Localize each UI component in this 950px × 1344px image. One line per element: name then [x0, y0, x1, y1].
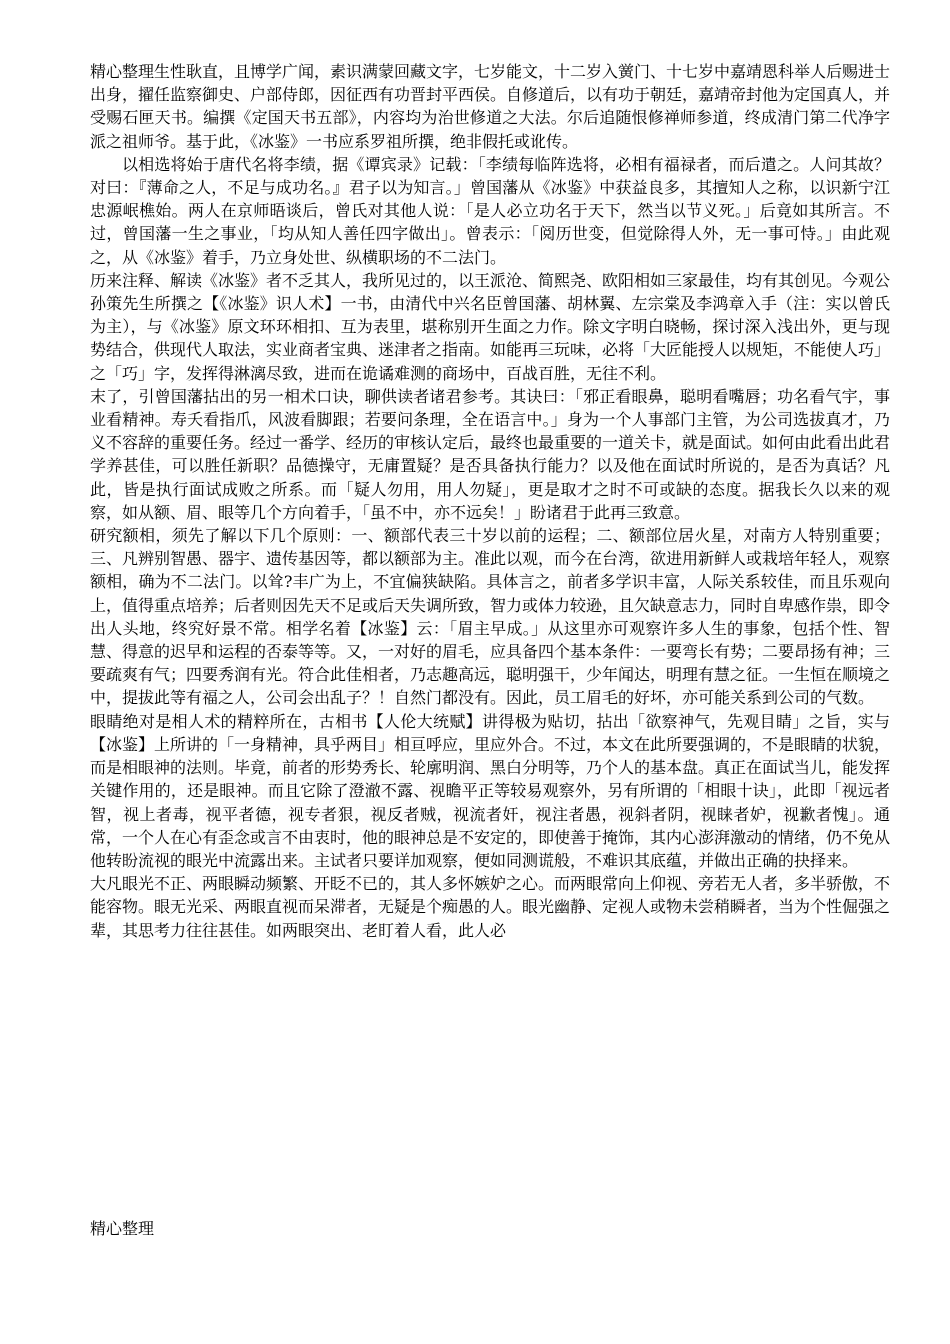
paragraph-3: 历来注释、解读《冰鉴》者不乏其人，我所见过的，以王派沧、简熙尧、欧阳相如三家最佳，均有其创见。今观公孙策先生所撰之【《冰鉴》识人术】一书，由清代中兴名臣曾国藩、胡林翼、左宗棠及李鸿章入手（注：实以曾氏为主），与《冰鉴》原文环环相扣、互为表里，堪称别开生面之力作。除文字明白晓畅，探讨深入浅出外，更与现势结合，供现代人取法，实业商者宝典、迷津者之指南。如能再三玩味，必将「大匠能授人以规矩，不能使人巧」之「巧」字，发挥得淋漓尽致，进而在诡谲难测的商场中，百战百胜，无往不利。	[90, 270, 891, 383]
document-body	[90, 60, 890, 942]
paragraph-2: 以相选将始于唐代名将李绩，据《谭宾录》记载：「李绩每临阵选将，必相有福禄者，而后遣之。人问其故？对曰：『薄命之人，不足与成功名。』君子以为知言。」曾国藩从《冰鉴》中获益良多，其擅知人之称，以识新宁江忠源岷樵始。两人在京师晤谈后，曾氏对其他人说：「是人必立功名于天下，然当以节义死。」后竟如其所言。不过，曾国藩一生之事业，「均从知人善任四字做出」。曾表示：「阅历世变，但觉除得人外，无一事可恃。」由此观之，从《冰鉴》着手，乃立身处世、纵横职场的不二法门。	[90, 154, 890, 267]
paragraph-6: 眼睛绝对是相人术的精粹所在，古相书【人伦大统赋】讲得极为贴切，拈出「欲察神气，先观目睛」之旨，实与【冰鉴】上所讲的「一身精神，具乎两目」相亘呼应，里应外合。不过，本文在此所要强调的，不是眼睛的状貌，而是相眼神的法则。毕竟，前者的形势秀长、轮廓明润、黑白分明等，乃个人的基本盘。真正在面试当儿，能发挥关键作用的，还是眼神。而且它除了澄澈不露、视瞻平正等较易观察外，另有所谓的「相眼十诀」，此即「视远者智，视上者毒，视平者德，视专者狠，视反者贼，视流者奸，视注者愚，视斜者阴，视睐者妒，视歉者愧」。通常，一个人在心有歪念或言不由衷时，他的眼神总是不安定的，即使善于掩饰，其内心澎湃激动的情绪，仍不免从他转盼流视的眼光中流露出来。主试者只要详加观察，便如同测谎般，不难识其底蕴，并做出正确的抉择来。	[90, 711, 891, 870]
paragraph-4: 末了，引曾国藩拈出的另一相术口诀，聊供读者诸君参考。其诀曰：「邪正看眼鼻，聪明看嘴唇；功名看气宇，事业看精神。寿夭看指爪，风波看脚跟；若要问条理，全在语言中。」身为一个人事部门主管，为公司选拔真才，乃义不容辞的重要任务。经过一番学、经历的审核认定后，最终也最重要的一道关卡，就是面试。如何由此看出此君学养甚佳，可以胜任新职？品德操守，无庸置疑？是否具备执行能力？以及他在面试时所说的，是否为真话？凡此，皆是执行面试成败之所系。而「疑人勿用，用人勿疑」，更是取才之时不可或缺的态度。据我长久以来的观察，如从额、眉、眼等几个方向着手，「虽不中，亦不远矣！」盼诸君于此再三致意。	[90, 386, 891, 522]
paragraph-5: 研究额相，须先了解以下几个原则：一、额部代表三十岁以前的运程；二、额部位居火星，对南方人特别重要；三、凡辨别智愚、器宇、遗传基因等，都以额部为主。准此以观，而今在台湾，欲进用新鲜人或栽培年轻人，观察额相，确为不二法门。以耸?丰广为上，不宜偏狭缺陷。具体言之，前者多学识丰富，人际关系较佳，而且乐观向上，值得重点培养；后者则因先天不足或后天失调所致，智力或体力较逊，且欠缺意志力，同时自卑感作祟，即令出人头地，终究好景不常。相学名着【冰鉴】云：「眉主早成。」从这里亦可观察许多人生的事象，包括个性、智慧、得意的迟早和运程的否泰等等。又，一对好的眉毛，应具备四个基本条件：一要弯长有势；二要昂扬有神；三要疏爽有气；四要秀润有光。符合此佳相者，乃志趣高远，聪明强干，少年闻达，明理有慧之征。一生恒在顺境之中，提拔此等有福之人，公司会出乱子？！自然门都没有。因此，员工眉毛的好坏，亦可能关系到公司的气数。	[90, 526, 891, 708]
paragraph-1: 精心整理生性耿直，且博学广闻，素识满蒙回藏文字，七岁能文，十二岁入黉门、十七岁中嘉靖恩科举人后赐进士出身，擢任监察御史、户部侍郎，因征西有功晋封平西侯。自修道后，以有功于朝廷，嘉靖帝封他为定国真人，并受赐石匣天书。编撰《定国天书五部》，内容均为治世修道之大法。尔后追随恨修禅师参道，终成清门第二代净字派之祖师爷。基于此，《冰鉴》一书应系罗祖所撰，绝非假托或讹传。	[90, 62, 891, 151]
footer-label: 精心整理	[90, 1219, 155, 1238]
paragraph-7: 大凡眼光不正、两眼瞬动频繁、开眨不已的，其人多怀嫉妒之心。而两眼常向上仰视、旁若无人者，多半骄傲，不能容物。眼无光采、两眼直视而呆滞者，无疑是个痴愚的人。眼光幽静、定视人或物未尝稍瞬者，当为个性倔强之辈，其思考力往往甚佳。如两眼突出、老盯着人看，此人必	[90, 874, 891, 940]
